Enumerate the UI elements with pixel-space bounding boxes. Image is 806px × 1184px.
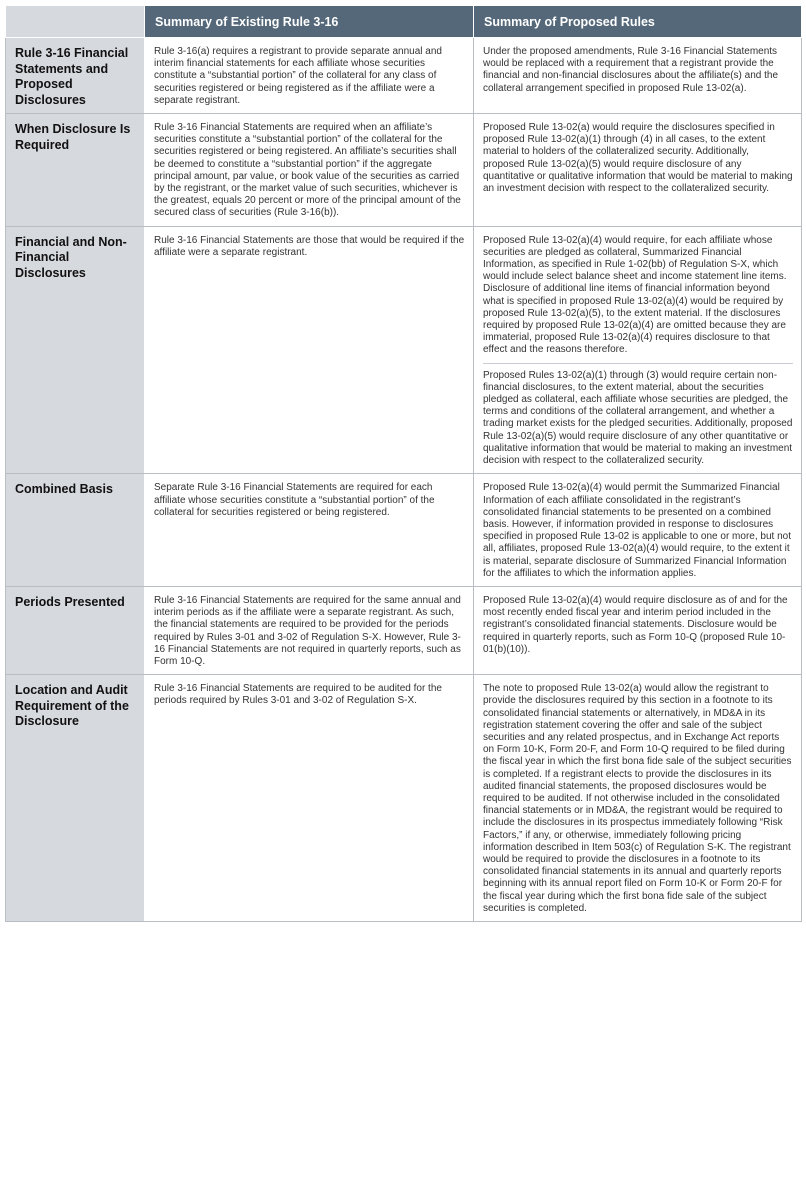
existing-rule-cell: [145, 586, 474, 674]
row-label: Periods Presented: [6, 586, 145, 674]
proposed-rule-paragraph: The note to proposed Rule 13-02(a) would allow the registrant to provide the disclosures required by this section in a footnote to its consolidated financial statements or alternatively, in MD&A in its registration statement covering the offer and sale of the subject securities and any related prospectus, and in Exchange Act reports on Form 10-K, Form 20-F, and Form 10-Q required to be filed during the fiscal year in which the first bona fide sale of the subject securities is completed. If a registrant elects to provide the disclosures in its audited financial statements, the proposed disclosures would be required to be audited. If not otherwise included in the consolidated financial statements or in MD&A, the registrant would be required to include the disclosures in its prospectus immediately following “Risk Factors,” if any, or otherwise, immediately following pricing information described in Item 503(c) of Regulation S-K. The registrant would be required to provide the disclosures in a footnote to its consolidated financial statements in its annual and quarterly reports beginning with its annual report filed on Form 10-K or Form 20-F for the fiscal year during which the first bona fide sale of the subject securities is completed.: [483, 683, 792, 914]
existing-rule-paragraph: Rule 3-16 Financial Statements are required to be audited for the periods required by Rules 3-01 and 3-02 of Regulation S-X.: [154, 683, 442, 707]
table-row: [6, 226, 802, 474]
table-row: [6, 675, 802, 922]
row-label: Combined Basis: [6, 474, 145, 587]
proposed-rule-paragraph: Under the proposed amendments, Rule 3-16 Financial Statements would be replaced with a requirement that a registrant provide the financial and non-financial disclosures about the affiliate(s) and the collateral arrangement specified in proposed Rule 13-02(a).: [483, 46, 778, 94]
proposed-rule-cell: [474, 675, 802, 922]
header-existing-rule: Summary of Existing Rule 3-16: [145, 6, 474, 38]
existing-rule-cell: [145, 38, 474, 114]
table-row: [6, 38, 802, 114]
existing-rule-paragraph: Rule 3-16 Financial Statements are required for the same annual and interim periods as if the affiliate were a separate registrant. As such, the financial statements are required to be provided for the periods required by Rules 3-01 and 3-02 of Regulation S-X. However, Rule 3-16 Financial Statements are not required in quarterly reports, such as Form 10-Q.: [154, 594, 461, 667]
row-label: Financial and Non-Financial Disclosures: [6, 226, 145, 474]
existing-rule-paragraph: Rule 3-16(a) requires a registrant to provide separate annual and interim financial statements for each affiliate whose securities constitute a “substantial portion” of the collateral for any class of securities registered or being registered as if the affiliate were a separate registrant.: [154, 46, 442, 106]
proposed-rule-cell: [474, 226, 802, 474]
table-header-row: [6, 6, 802, 38]
proposed-rule-paragraph: Proposed Rule 13-02(a)(4) would require, for each affiliate whose securities are pledged as collateral, Summarized Financial Information, as specified in Rule 1-02(bb) of Regulation S-X, which would include select balance sheet and income statement line items. Disclosure of additional line items of financial information beyond what is specified in proposed Rule 13-02(a)(4) would be required by proposed Rule 13-02(a)(5), to the extent material. If the disclosures required by proposed Rule 13-02(a)(4) are omitted because they are immaterial, proposed Rule 13-02(a)(4) requires disclosure to that effect and the reasons therefore.: [483, 234, 787, 356]
existing-rule-cell: [145, 474, 474, 587]
existing-rule-paragraph: Separate Rule 3-16 Financial Statements are required for each affiliate whose securities constitute a “substantial portion” of the collateral for securities registered or being registered.: [154, 482, 435, 518]
header-blank-cell: [6, 6, 145, 38]
proposed-rule-paragraph: Proposed Rules 13-02(a)(1) through (3) would require certain non-financial disclosures, to the extent material, about the securities pledged as collateral, each affiliate whose securities are pledged, the terms and conditions of the collateral arrangement, and whether a trading market exists for the pledged securities. Additionally, proposed Rule 13-02(a)(5) would require disclosure of any other quantitative or qualitative information that would be material to making an investment decision with respect to the collateralized security.: [483, 363, 793, 468]
proposed-rule-cell: [474, 474, 802, 587]
existing-rule-cell: [145, 226, 474, 474]
header-proposed-rules: Summary of Proposed Rules: [474, 6, 802, 38]
table-row: [6, 114, 802, 227]
table-row: [6, 586, 802, 674]
existing-rule-cell: [145, 675, 474, 922]
row-label: When Disclosure Is Required: [6, 114, 145, 227]
proposed-rule-paragraph: Proposed Rule 13-02(a)(4) would permit the Summarized Financial Information of each affiliate consolidated in the registrant’s consolidated financial statements to be presented on a combined basis. However, if information provided in response to disclosures specified in proposed Rule 13-02 is applicable to one or more, but not all, affiliates, proposed Rule 13-02(a)(4) would require, to the extent it is material, separate disclosure of Summarized Financial Information for the affiliates to which the information applies.: [483, 482, 791, 579]
proposed-rule-cell: [474, 114, 802, 227]
proposed-rule-paragraph: Proposed Rule 13-02(a)(4) would require disclosure as of and for the most recently ended fiscal year and interim period included in the registrant’s consolidated financial statements. Disclosure would be required in quarterly reports, such as Form 10-Q (proposed Rule 10-01(b)(10)).: [483, 594, 788, 655]
row-label: Location and Audit Requirement of the Disclosure: [6, 675, 145, 922]
proposed-rule-cell: [474, 38, 802, 114]
existing-rule-paragraph: Rule 3-16 Financial Statements are those that would be required if the affiliate were a separate registrant.: [154, 234, 465, 258]
comparison-document: [5, 5, 801, 922]
row-label: Rule 3-16 Financial Statements and Proposed Disclosures: [6, 38, 145, 114]
proposed-rule-paragraph: Proposed Rule 13-02(a) would require the disclosures specified in proposed Rule 13-02(a)(1) through (4) in all cases, to the extent material to holders of the collateralized security. Additionally, proposed Rule 13-02(a)(5) would require disclosure of any quantitative or qualitative information that would be material to making an investment decision with respect to the collateralized security.: [483, 122, 793, 195]
existing-rule-paragraph: Rule 3-16 Financial Statements are required when an affiliate’s securities constitute a “substantial portion” of the collateral for the securities registered or being registered. An affiliate’s securities shall be deemed to constitute a “substantial portion” if the aggregate principal amount, par value, or book value of the securities as carried by the registrant, or the market value of such securities, whichever is the greatest, equals 20 percent or more of the principal amount of the secured class of securities (Rule 3-16(b)).: [154, 122, 461, 219]
rule-comparison-table: [5, 5, 802, 922]
proposed-rule-cell: [474, 586, 802, 674]
existing-rule-cell: [145, 114, 474, 227]
table-row: [6, 474, 802, 587]
